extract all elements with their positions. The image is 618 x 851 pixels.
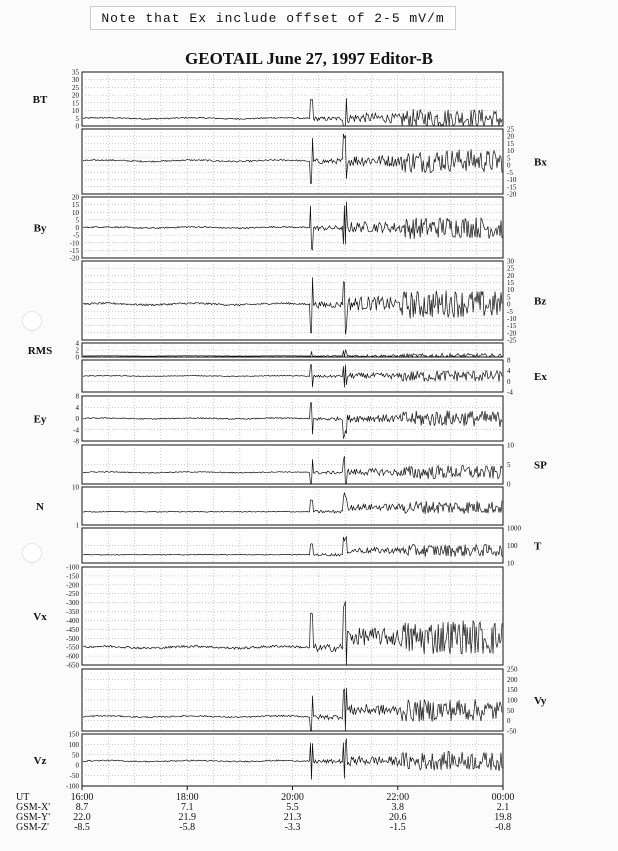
tick-label: 5: [75, 114, 79, 123]
tick-label: -4: [507, 388, 513, 397]
ephemeris-row-label: GSM-X': [16, 802, 51, 813]
tick-label: 10: [507, 147, 514, 156]
tick-label: 100: [68, 740, 79, 749]
tick-label: 20: [507, 271, 514, 280]
ephemeris-value: -8.5: [74, 822, 90, 833]
tick-label: 15: [507, 279, 514, 288]
tick-label: -5: [507, 307, 513, 316]
tick-label: 10: [72, 107, 79, 116]
tick-label: 4: [507, 367, 511, 376]
ephemeris-value: 22:00: [386, 792, 410, 803]
tick-label: 1000: [507, 524, 521, 533]
tick-label: 25: [72, 83, 79, 92]
tick-label: 1: [75, 521, 79, 530]
tick-label: -150: [66, 572, 79, 581]
tick-label: 100: [507, 696, 518, 705]
ephemeris-value: 22.0: [73, 812, 91, 823]
tick-label: -10: [507, 176, 517, 185]
tick-label: -400: [66, 616, 79, 625]
panel-label: BT: [32, 94, 48, 106]
tick-label: 150: [68, 730, 79, 739]
panel-label: Bz: [534, 295, 547, 308]
tick-label: 200: [507, 675, 518, 684]
tick-label: 5: [507, 293, 511, 302]
tick-label: 50: [72, 751, 79, 760]
tick-label: 2: [75, 346, 79, 355]
tick-label: 0: [507, 717, 511, 726]
panel-label: Bx: [534, 156, 547, 169]
panel-rms: [28, 340, 503, 362]
tick-label: 25: [507, 264, 514, 273]
ephemeris-value: -3.3: [284, 822, 301, 833]
tick-label: -25: [507, 336, 517, 345]
tick-label: 15: [72, 99, 79, 108]
tick-label: 8: [507, 356, 511, 365]
panel-label: Ex: [534, 371, 547, 383]
tick-label: -300: [66, 599, 79, 608]
ephemeris-value: 5.5: [286, 802, 299, 813]
tick-label: 15: [72, 201, 79, 210]
tick-label: -350: [66, 608, 79, 617]
panel-sp: [82, 442, 547, 489]
ephemeris-value: 21.3: [283, 812, 302, 823]
ephemeris-table: [16, 792, 514, 833]
ephemeris-value: 2.1: [496, 802, 510, 813]
panel-label: T: [534, 540, 542, 553]
tick-label: -20: [507, 190, 517, 199]
ephemeris-value: 20:00: [281, 792, 304, 803]
tick-label: 20: [507, 132, 514, 141]
ephemeris-row-label: GSM-Y': [16, 812, 51, 823]
tick-label: -10: [69, 239, 79, 248]
tick-label: 0: [75, 122, 79, 131]
panel-vx: [33, 564, 503, 670]
panel-n: [36, 484, 503, 530]
tick-label: 4: [75, 339, 79, 348]
chart-title: GEOTAIL June 27, 1997 Editor-B: [185, 49, 433, 68]
panel-by: [34, 194, 503, 263]
tick-label: 150: [507, 686, 518, 695]
panel-bx: [82, 126, 547, 199]
tick-label: -20: [69, 254, 79, 263]
tick-label: 4: [75, 403, 79, 412]
tick-label: 10: [72, 483, 79, 492]
panel-vz: [34, 731, 503, 791]
tick-label: 0: [507, 480, 511, 489]
tick-label: 30: [507, 257, 514, 266]
tick-label: 0: [507, 300, 511, 309]
ephemeris-value: -1.5: [389, 822, 406, 833]
tick-label: -5: [507, 168, 513, 177]
tick-label: -15: [507, 322, 517, 331]
tick-label: -500: [66, 634, 79, 643]
panel-ex: [82, 357, 547, 397]
tick-label: 0: [75, 415, 79, 423]
ephemeris-row-label: UT: [16, 792, 30, 803]
tick-label: -200: [66, 581, 79, 590]
panel-label: Vy: [534, 695, 547, 707]
ephemeris-row-label: GSM-Z': [16, 822, 49, 833]
ephemeris-value: 7.1: [181, 802, 194, 813]
panel-label: N: [36, 501, 44, 513]
ephemeris-value: 00:00: [491, 792, 515, 803]
tick-label: -4: [73, 426, 79, 435]
tick-label: 15: [507, 139, 514, 148]
tick-label: 0: [75, 761, 79, 770]
ephemeris-value: 18:00: [175, 792, 199, 803]
tick-label: 10: [507, 559, 514, 568]
ephemeris-value: 21.9: [178, 812, 196, 823]
panel-label: Vx: [33, 611, 47, 623]
panel-label: By: [33, 222, 47, 235]
tick-label: -50: [69, 772, 79, 781]
tick-label: 5: [75, 216, 79, 225]
tick-label: 25: [507, 125, 514, 134]
tick-label: 0: [507, 377, 511, 386]
panel-bt: [33, 69, 503, 131]
panel-ey: [34, 393, 503, 446]
tick-label: 30: [72, 76, 79, 85]
tick-label: 100: [507, 542, 518, 550]
tick-label: 0: [507, 161, 511, 170]
panel-vy: [82, 666, 547, 736]
tick-label: 5: [507, 154, 511, 163]
tick-label: -15: [507, 183, 517, 192]
tick-label: 35: [72, 68, 79, 77]
ephemeris-value: -5.8: [179, 822, 196, 833]
tick-label: 0: [75, 353, 79, 362]
ephemeris-value: 19.8: [494, 812, 512, 823]
tick-label: 20: [72, 91, 79, 100]
ephemeris-value: -0.8: [495, 822, 511, 833]
tick-label: -650: [66, 661, 79, 670]
tick-label: 8: [75, 392, 79, 401]
tick-label: 10: [507, 441, 514, 450]
tick-label: -10: [507, 314, 517, 323]
tick-label: -450: [66, 625, 79, 634]
panel-t: [82, 525, 542, 568]
panel-label: Ey: [33, 413, 47, 426]
tick-label: 0: [75, 224, 79, 232]
tick-label: 10: [72, 208, 79, 217]
tick-label: 20: [72, 193, 79, 202]
tick-label: -50: [507, 727, 517, 736]
tick-label: 10: [507, 286, 514, 295]
panel-label: Vz: [33, 755, 47, 767]
tick-label: -550: [66, 643, 79, 652]
tick-label: -8: [73, 437, 79, 446]
tick-label: -100: [66, 782, 79, 791]
ephemeris-value: 20.6: [389, 812, 407, 823]
ephemeris-value: 3.8: [391, 802, 404, 813]
panel-label: SP: [534, 459, 547, 472]
tick-label: -20: [507, 329, 517, 338]
ephemeris-value: 8.7: [75, 802, 89, 813]
tick-label: -600: [66, 652, 79, 661]
tick-label: 250: [507, 665, 518, 674]
tick-label: -100: [66, 563, 79, 572]
note-banner: Note that Ex include offset of 2-5 mV/m: [90, 6, 456, 30]
tick-label: -5: [73, 231, 79, 240]
tick-label: -250: [66, 590, 79, 599]
ephemeris-value: 16:00: [70, 792, 94, 803]
tick-label: -15: [69, 246, 79, 255]
tick-label: 50: [507, 706, 514, 715]
tick-label: 5: [507, 461, 511, 469]
panel-bz: [82, 258, 546, 345]
panel-label: RMS: [27, 345, 53, 357]
